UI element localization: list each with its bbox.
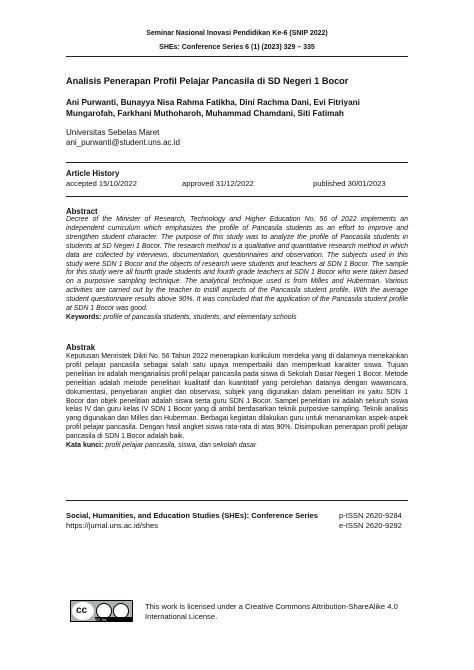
accepted-date: accepted 15/10/2022 (66, 179, 137, 188)
published-date: published 30/01/2023 (313, 179, 386, 188)
issn-info (339, 511, 402, 531)
keywords-value: profile of pancasila students, students, and elementary schools (103, 313, 297, 321)
kata-kunci-value: profil pelajar pancasila, siswa, dan sekolah dasar (105, 442, 257, 450)
header-rule (66, 56, 408, 57)
paper-title: Analisis Penerapan Profil Pelajar Pancasila di SD Negeri 1 Bocor (66, 76, 349, 86)
e-issn: e-ISSN 2620-9292 (339, 521, 402, 530)
abstrak-body: Keputusan Menristek Dikti No. 56 Tahun 2022 menerapkan kurikulum merdeka yang di dalamnya menekankan profil pelajar pancasila sebagai salah satu upaya memperbaiki dan memperkuat karakter siswa. Tujuan penelitian ini adalah menganalisis profil pelajar pancasila pada siswa di Sekolah Dasar Negeri 1 Bocor. Metode penelitian adalah metode penelitian kualitatif dan kuantitatif yang perolehan datanya dengan wawancara, dokumentasi, penyebaran angket dan observasi, subjek yang digunakan dalam penelitian ini yaitu SDN 1 Bocor dan objek penelitian adalah siswa serta guru SDN 1 Bocor. Sampel penelitian ini adalah seluruh siswa kelas IV dan guru kelas IV SDN 1 Bocor yang di ambil berdasarkan teknik purposive sampling. Teknik analisis yang digunakan dari Milles dan Huberman. Berbagai kegiatan dilakukan guru untuk menanamkan aspek-aspek profil pelajar pancasila. Dengan hasil angket siswa rata-rata di atas 90%. Disimpulkan penerapan profil pelajar pancasila di SDN 1 Bocor adalah baik. (66, 353, 408, 441)
institution: Universitas Sebelas Maret (66, 128, 160, 137)
author-list: Ani Purwanti, Bunayya Nisa Rahma Fatikha, Dini Rachma Dani, Evi Fitriyani Mungarofah, Farkhani Muthoharoh, Muhammad Chamdani, Siti Fatimah (66, 98, 360, 118)
cc-icon: cc (72, 602, 94, 620)
history-bottom-rule (66, 196, 408, 197)
abstract-english-body: Decree of the Minister of Research, Technology and Higher Education No. 56 of 2022 implements an independent curriculum which emphasizes the profile of Pancasila students as an effort to improve and strengthen student character. The purpose of this study was to analyze the profile of Pancasila students in students at SD Negeri 1 Bocor. The research method is a qualitative and quantitative research method in which data are collected by interviews, documentation, questionnaires and observation. The subjects used in this study were SDN 1 Bocor and the objects of research were students and teachers at SDN 1 Bocor. The sample for this study were all fourth grade students and fourth grade teachers at SDN 1 Bocor who were taken based on a purposive sampling technique. The analytical technique used is from Milles and Huberman. Various activities are carried out by the teacher to instill aspects of the Pancasila student profile. With the average student questionnaire results above 90%. It was concluded that the application of the Pancasila student profile at SDN 1 Bocor was good. (66, 216, 408, 313)
cc-by-sa-badge[interactable] (70, 600, 133, 622)
abstract-indonesian (66, 353, 408, 451)
author-email[interactable]: ani_purwanti@student.uns.ac.id (66, 138, 180, 147)
journal-info (66, 511, 318, 531)
license-text: This work is licensed under a Creative Commons Attribution-ShareAlike 4.0 International License. (145, 602, 398, 621)
p-issn: p-ISSN 2620-9284 (339, 511, 402, 520)
footer-rule (66, 500, 408, 501)
kata-kunci-label: Kata kunci: (66, 442, 104, 450)
license-badge-label: BY SA (95, 617, 133, 622)
series-citation: SHEs: Conference Series 6 (1) (2023) 329 – 335 (159, 44, 315, 51)
conference-name: Seminar Nasional Inovasi Pendidikan Ke-6 (SNIP 2022) (146, 30, 328, 37)
journal-url[interactable]: https://jurnal.uns.ac.id/shes (66, 521, 159, 530)
abstract-heading: Abstract (66, 207, 98, 216)
article-history-label: Article History (66, 169, 120, 178)
keywords-label: Keywords: (66, 313, 102, 321)
approved-date: approved 31/12/2022 (182, 179, 254, 188)
history-top-rule (66, 162, 408, 163)
affiliation (66, 128, 180, 148)
abstract-english (66, 216, 408, 323)
journal-name: Social, Humanities, and Education Studies (SHEs): Conference Series (66, 511, 318, 520)
abstrak-heading: Abstrak (66, 343, 96, 352)
